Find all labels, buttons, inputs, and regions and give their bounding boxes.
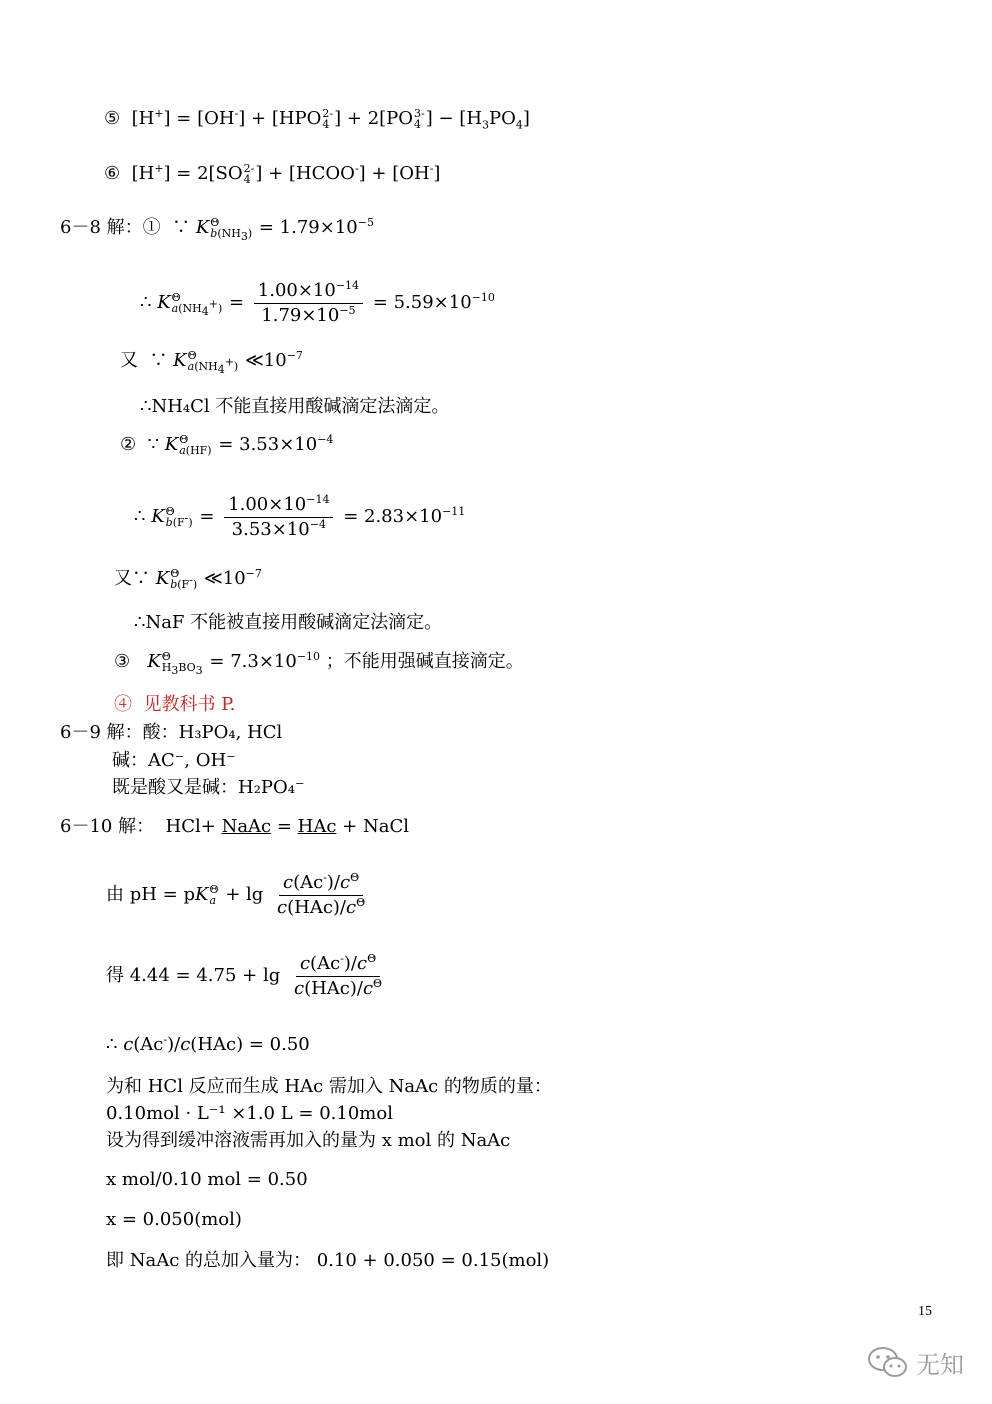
circled-6: ⑥ (104, 163, 121, 184)
frac2-num-exp: −14 (306, 493, 330, 506)
section-6-10-label: 6－10 解： (60, 816, 155, 837)
ratio-value: = 0.50 (248, 1034, 310, 1055)
item-2: ② ∵ K Θ a(HF) = $3.53\times 10^{-4}$ (120, 433, 334, 457)
frac2-numerator: 1.00×10 (228, 494, 307, 515)
condition-2: 又∵ K Θ b(F-) $≪10^{-7}$ (114, 567, 262, 591)
less1: ≪10 (244, 350, 287, 371)
total-text: 即 NaAc 的总加入量为： (106, 1250, 312, 1271)
section-6-9-base: 碱：AC⁻, OH⁻ (112, 750, 236, 771)
ka-hf-exp: −4 (317, 433, 334, 446)
de-equation (106, 953, 390, 999)
frac2-denominator: 3.53×10 (231, 518, 310, 540)
kb-nh3-exp: −5 (357, 216, 374, 229)
de-fraction: $\frac{c(Ac^-)/c^\Theta}{c(HAc)/c^\Theta}$ (293, 952, 383, 999)
kb-f-equation: ∴ K Θ b(F-) = $\frac{1.00\times 10^{-14}}{3.53\times 10^{-4}}$ = $2.83\times 10^{-11}$ (134, 493, 466, 540)
circled-3: ③ (114, 651, 131, 672)
ka-hf-value: 3.53×10 (239, 434, 318, 455)
frac2-den-exp: −4 (309, 517, 326, 531)
need-calc: 0.10mol · L⁻¹ ×1.0 L = 0.10mol (106, 1103, 393, 1124)
conclusion-1: ∴NH₄Cl 不能直接用酸碱滴定法滴定。 (140, 396, 450, 417)
page-number: 15 (918, 1304, 932, 1319)
equation-6: ⑥ [H+] = 2[SO 2- 4 ] + [HCOO-] + [OH-] (104, 162, 441, 186)
item-3-text: ；不能用强碱直接滴定。 (325, 651, 524, 672)
x-equation: x mol/0.10 mol = 0.50 (106, 1169, 308, 1190)
ph-prefix: 由 (106, 884, 124, 906)
section-6-8-header: 6－8 解：① ∵ K Θ $b(NH_3)$ = $1.79\times 10^{-5}$ (60, 216, 374, 244)
set-text: 设为得到缓冲溶液需再加入的量为 x mol 的 NaAc (106, 1130, 511, 1151)
circled-4: ④ (114, 694, 132, 715)
you-1: 又 (120, 350, 138, 371)
frac1-numerator: 1.00×10 (257, 280, 336, 301)
ph-equation: 由 pH = pK Θ a + lg $\frac{c(Ac^-)/c^\Theta}{c(HAc)/c^\Theta}$ (106, 872, 373, 918)
item-3: ③ K Θ $H_3BO_3$ = $7.3\times 10^{-10}$ ；不能用强碱直接滴定。 (114, 650, 524, 678)
item-4-text: 见教科书 P. (143, 694, 236, 715)
section-6-9-both: 既是酸又是碱：H₂PO₄⁻ (112, 777, 305, 798)
less2: ≪10 (203, 568, 246, 589)
watermark-text: 无知 (916, 1350, 964, 1379)
item-4 (114, 694, 235, 716)
wechat-icon (866, 1344, 910, 1380)
frac1-denominator: 1.79×10 (261, 304, 340, 326)
ka-nh4-equation: ∴ K Θ $a(NH_4^+)$ = $\frac{1.00\times 10^{-14}}{1.79\times 10^{-5}}$ = $5.59\times 10^{-10}$ (140, 279, 495, 326)
ka-h3bo3-value: 7.3×10 (230, 651, 297, 672)
circled-2: ② (120, 434, 137, 455)
x-value: x = 0.050(mol) (106, 1209, 242, 1230)
total-calc: 0.10 + 0.050 = 0.15(mol) (316, 1250, 550, 1271)
de-prefix: 得 (106, 965, 124, 987)
circled-5: ⑤ (104, 108, 121, 129)
section-6-9: 6－9 解：酸：H₃PO₄, HCl (60, 722, 283, 743)
ka-h3bo3-exp: −10 (296, 650, 321, 663)
equation-5: ⑤ [H+] = [OH-] + [HPO 2- 4 ] + 2[PO 3- 4 ] − $[H_3PO_4]$ (104, 107, 530, 132)
section-6-8-label: 6－8 解：① (60, 217, 161, 238)
total-line (106, 1250, 549, 1272)
kb-nh3-value: 1.79×10 (279, 217, 358, 238)
less1-exp: −7 (286, 349, 303, 362)
frac2-result: 2.83×10 (364, 506, 443, 528)
you-2: 又∵ (114, 568, 150, 589)
frac1-result: 5.59×10 (393, 292, 472, 314)
ratio-result: ∴ c(Ac-)/c(HAc) = 0.50 (106, 1033, 310, 1055)
frac1-den-exp: −5 (339, 303, 356, 317)
section-6-10-header: 6－10 解： HCl+ NaAc = HAc + NaCl (60, 816, 409, 837)
less2-exp: −7 (245, 567, 262, 580)
condition-1: 又 ∵ K Θ $a(NH_4^+)$ $≪10^{-7}$ (120, 349, 303, 377)
fraction-ka-nh4 (254, 280, 363, 326)
need-text: 为和 HCl 反应而生成 HAc 需加入 NaAc 的物质的量： (106, 1076, 552, 1097)
ph-fraction: $\frac{c(Ac^-)/c^\Theta}{c(HAc)/c^\Theta}$ (277, 871, 366, 918)
frac2-result-exp: −11 (442, 505, 466, 519)
frac1-num-exp: −14 (335, 279, 360, 292)
frac1-result-exp: −10 (471, 291, 495, 305)
de-eq: 4.44 = 4.75 + lg (129, 965, 281, 987)
watermark (866, 1344, 964, 1380)
fraction-kb-f (224, 494, 333, 540)
conclusion-2: ∴NaF 不能被直接用酸碱滴定法滴定。 (134, 612, 443, 633)
